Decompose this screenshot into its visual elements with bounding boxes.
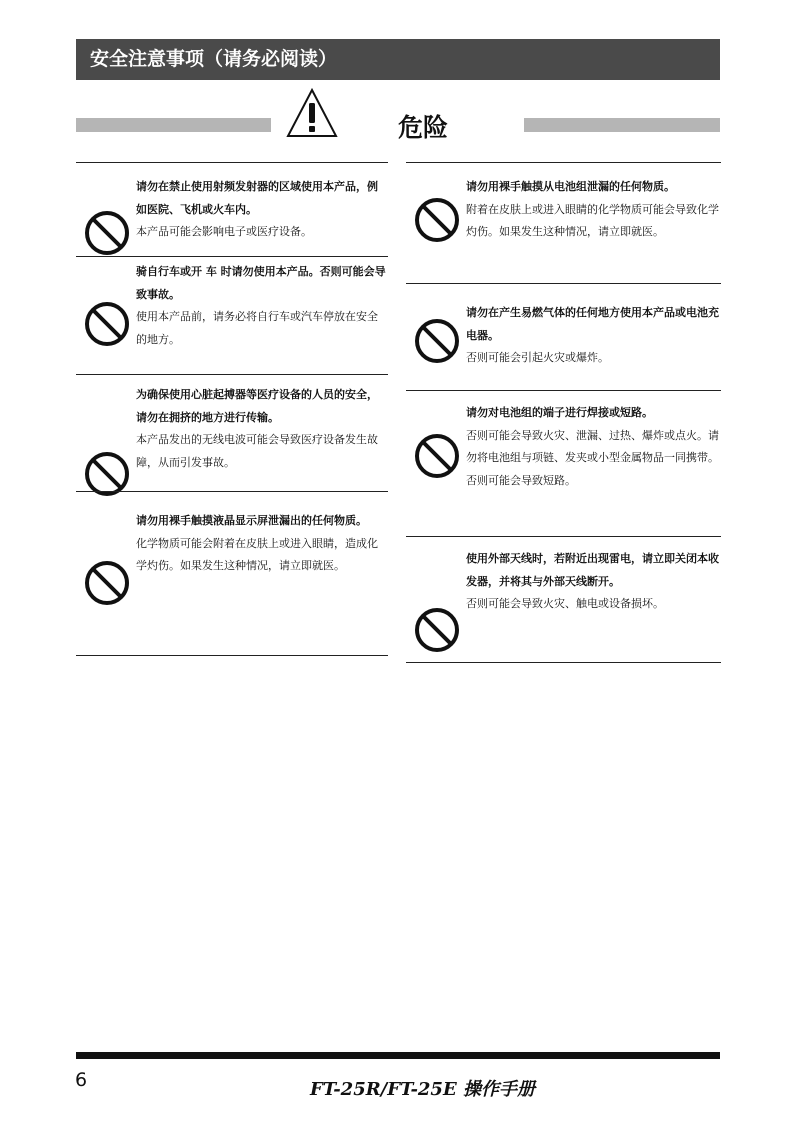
right-column [406, 162, 721, 663]
warning-bold-text: 骑自行车或开 车 时请勿使用本产品。否则可能会导致事故。 [136, 265, 386, 301]
warning-entry [406, 536, 721, 662]
section-title: 安全注意事项（请务必阅读） [90, 48, 338, 70]
danger-heading: 危险 [398, 113, 449, 142]
warning-normal-text: 否则可能会导致火灾、泄漏、过热、爆炸或点火。请勿将电池组与项链、发夹或小型金属物品一同携带。否则可能会导致短路。 [466, 428, 719, 487]
warning-triangle-icon [285, 87, 339, 139]
right-gray-bar [524, 118, 720, 132]
footer-rule [76, 1052, 720, 1059]
warning-bold-text: 请勿用裸手触摸从电池组泄漏的任何物质。 [466, 180, 675, 193]
warning-entry [76, 374, 388, 491]
warning-normal-text: 否则可能会导致火灾、触电或设备损坏。 [466, 597, 664, 610]
warning-bold-text: 请勿对电池组的端子进行焊接或短路。 [466, 406, 653, 419]
page-number: 6 [75, 1069, 88, 1091]
left-column-bottom-rule [76, 655, 388, 656]
warning-normal-text: 否则可能会引起火灾或爆炸。 [466, 351, 609, 364]
warning-bold-text: 请勿在产生易燃气体的任何地方使用本产品或电池充电器。 [466, 306, 719, 342]
warning-entry [76, 491, 388, 655]
right-column-bottom-rule [406, 662, 721, 663]
prohibition-icon [84, 560, 130, 606]
warning-bold-text: 使用外部天线时，若附近出现雷电，请立即关闭本收发器，并将其与外部天线断开。 [466, 552, 719, 588]
warning-bold-text: 为确保使用心脏起搏器等医疗设备的人员的安全，请勿在拥挤的地方进行传输。 [136, 388, 378, 424]
warning-normal-text: 附着在皮肤上或进入眼睛的化学物质可能会导致化学灼伤。如果发生这种情况，请立即就医。 [466, 202, 719, 238]
warning-normal-text: 本产品可能会影响电子或医疗设备。 [136, 225, 312, 238]
warning-bold-text: 请勿在禁止使用射频发射器的区域使用本产品，例如医院、飞机或火车内。 [136, 180, 378, 216]
prohibition-icon [414, 607, 460, 653]
warning-normal-text: 化学物质可能会附着在皮肤上或进入眼睛，造成化学灼伤。如果发生这种情况，请立即就医。 [136, 536, 378, 572]
warning-normal-text: 使用本产品前，请务必将自行车或汽车停放在安全的地方。 [136, 310, 378, 346]
warning-bold-text: 请勿用裸手触摸液晶显示屏泄漏出的任何物质。 [136, 514, 367, 527]
left-gray-bar [76, 118, 271, 132]
prohibition-icon [414, 318, 460, 364]
prohibition-icon [84, 301, 130, 347]
warning-entry [406, 162, 721, 283]
prohibition-icon [414, 433, 460, 479]
manual-title: FT-25R/FT-25E 操作手册 [310, 1079, 535, 1100]
warning-entry [76, 256, 388, 374]
section-title-bar [76, 39, 720, 80]
prohibition-icon [84, 210, 130, 256]
prohibition-icon [414, 197, 460, 243]
warning-entry [406, 390, 721, 536]
warning-normal-text: 本产品发出的无线电波可能会导致医疗设备发生故障，从而引发事故。 [136, 433, 378, 469]
warning-entry [406, 283, 721, 390]
left-column [76, 162, 388, 656]
warning-entry [76, 162, 388, 256]
